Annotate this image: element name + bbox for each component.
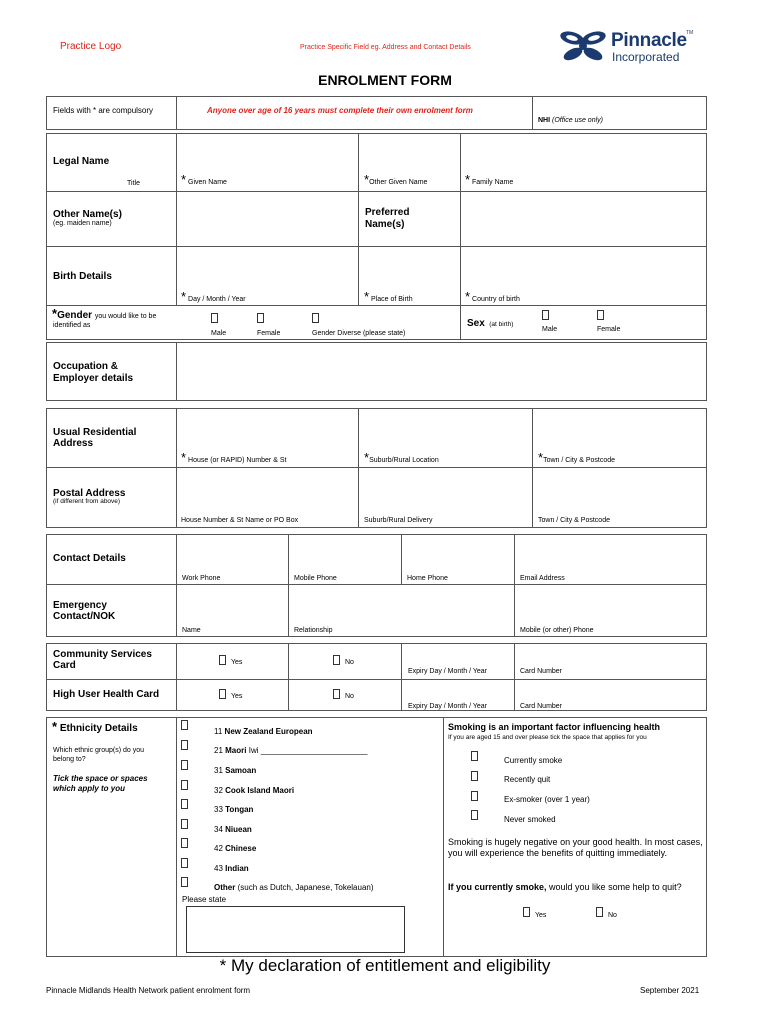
postal-town-input[interactable] bbox=[533, 468, 706, 515]
home-phone-label: Home Phone bbox=[407, 575, 448, 582]
huhc-expiry-input[interactable] bbox=[402, 680, 513, 702]
divider bbox=[46, 305, 707, 306]
brand-subtitle: Incorporated bbox=[612, 50, 680, 64]
emergency-name-input[interactable] bbox=[177, 585, 287, 625]
divider bbox=[176, 96, 177, 130]
form-title: ENROLMENT FORM bbox=[318, 72, 452, 88]
sex-male-label: Male bbox=[542, 326, 558, 333]
csc-card-number-input[interactable] bbox=[515, 644, 706, 666]
contact-details-label: Contact Details bbox=[53, 553, 126, 564]
ethnicity-code: 32 bbox=[214, 786, 223, 795]
csc-card-number-label: Card Number bbox=[520, 668, 563, 675]
ethnicity-code: 31 bbox=[214, 766, 223, 775]
huhc-yes-checkbox[interactable] bbox=[219, 689, 226, 699]
huhc-expiry-label: Expiry Day / Month / Year bbox=[408, 703, 487, 710]
other-names-note: (eg. maiden name) bbox=[53, 220, 112, 227]
emergency-name-label: Name bbox=[182, 627, 201, 634]
emergency-mobile-input[interactable] bbox=[515, 585, 706, 625]
gender-note-1: you would like to be bbox=[94, 313, 157, 320]
ethnicity-other-label: Other bbox=[214, 883, 236, 892]
csc-yes-label: Yes bbox=[231, 659, 243, 666]
csc-expiry-label: Expiry Day / Month / Year bbox=[408, 668, 487, 675]
emergency-relationship-input[interactable] bbox=[289, 585, 513, 625]
pinnacle-logo bbox=[558, 28, 708, 66]
ethnicity-checkbox[interactable] bbox=[181, 780, 188, 790]
footer-date: September 2021 bbox=[640, 986, 700, 995]
iwi-field[interactable]: Iwi ________________________ bbox=[248, 746, 368, 755]
ethnicity-question-1: Which ethnic group(s) do you bbox=[53, 747, 145, 754]
emergency-label-1: Emergency bbox=[53, 600, 107, 611]
smoking-help-yes-checkbox[interactable] bbox=[523, 907, 530, 917]
csc-label-2: Card bbox=[53, 660, 76, 671]
csc-no-checkbox[interactable] bbox=[333, 655, 340, 665]
smoking-option-recent: Recently quit bbox=[504, 775, 551, 784]
ethnicity-checkbox[interactable] bbox=[181, 799, 188, 809]
smoking-help-no-label: No bbox=[608, 912, 617, 919]
required-star: * bbox=[364, 289, 370, 304]
smoking-checkbox-current[interactable] bbox=[471, 751, 478, 761]
ethnicity-instruction-2: which apply to you bbox=[53, 784, 126, 793]
emergency-relationship-label: Relationship bbox=[294, 627, 333, 634]
residential-label-2: Address bbox=[53, 438, 94, 449]
dob-label: Day / Month / Year bbox=[188, 296, 246, 303]
emergency-mobile-label: Mobile (or other) Phone bbox=[520, 627, 594, 634]
emergency-label-2: Contact/NOK bbox=[53, 611, 116, 622]
other-given-name-input[interactable] bbox=[359, 134, 459, 174]
other-names-input[interactable] bbox=[177, 192, 357, 245]
csc-yes-checkbox[interactable] bbox=[219, 655, 226, 665]
legal-name-label: Legal Name bbox=[53, 156, 110, 167]
postal-address-label: Postal Address bbox=[53, 488, 126, 499]
ethnicity-checkbox[interactable] bbox=[181, 819, 188, 829]
divider bbox=[443, 717, 444, 957]
smoking-warning: Smoking is hugely negative on your good health. In most cases, you will experience the benefits of quitting immediately. bbox=[448, 837, 703, 858]
declaration-heading: My declaration of entitlement and eligibility bbox=[230, 956, 551, 975]
ethnicity-name: Niuean bbox=[225, 825, 252, 834]
ethnicity-other-note: (such as Dutch, Japanese, Tokelauan) bbox=[237, 883, 374, 892]
required-star: * bbox=[52, 306, 58, 321]
huhc-no-checkbox[interactable] bbox=[333, 689, 340, 699]
sex-note: (at birth) bbox=[489, 321, 514, 328]
nhi-note: (Office use only) bbox=[552, 117, 603, 124]
work-phone-label: Work Phone bbox=[182, 575, 221, 582]
gender-male-checkbox[interactable] bbox=[211, 313, 218, 323]
gender-female-checkbox[interactable] bbox=[257, 313, 264, 323]
home-phone-input[interactable] bbox=[402, 535, 513, 573]
postal-suburb-input[interactable] bbox=[359, 468, 531, 515]
nhi-input[interactable] bbox=[533, 97, 706, 115]
email-input[interactable] bbox=[515, 535, 706, 573]
smoking-checkbox-ex[interactable] bbox=[471, 791, 478, 801]
sex-label: Sex bbox=[467, 318, 485, 329]
ethnicity-name: New Zealand European bbox=[224, 727, 313, 736]
csc-label-1: Community Services bbox=[53, 649, 152, 660]
smoking-help-question: would you like some help to quit? bbox=[546, 882, 682, 892]
gender-diverse-label: Gender Diverse (please state) bbox=[312, 330, 406, 337]
gender-note-2: identified as bbox=[53, 322, 91, 329]
family-name-input[interactable] bbox=[461, 134, 706, 174]
brand-trademark: TM bbox=[686, 30, 694, 36]
ethnicity-checkbox[interactable] bbox=[181, 740, 188, 750]
ethnicity-code: 11 bbox=[214, 727, 223, 736]
residential-suburb-label: Suburb/Rural Location bbox=[369, 457, 439, 464]
huhc-yes-label: Yes bbox=[231, 693, 243, 700]
mobile-phone-label: Mobile Phone bbox=[294, 575, 337, 582]
ethnicity-checkbox[interactable] bbox=[181, 858, 188, 868]
smoking-option-current: Currently smoke bbox=[504, 756, 563, 765]
smoking-help-no-checkbox[interactable] bbox=[596, 907, 603, 917]
csc-expiry-input[interactable] bbox=[402, 644, 513, 666]
residential-house-label: House (or RAPID) Number & St bbox=[188, 457, 287, 464]
required-star: * bbox=[364, 172, 370, 187]
gender-male-label: Male bbox=[211, 330, 227, 337]
required-star: * bbox=[465, 172, 471, 187]
ethnicity-label: Ethnicity Details bbox=[59, 723, 138, 734]
place-of-birth-input[interactable] bbox=[359, 247, 459, 291]
compulsory-note: Fields with * are compulsory bbox=[53, 106, 154, 115]
ethnicity-code: 43 bbox=[214, 864, 223, 873]
smoking-help-question-bold: If you currently smoke, bbox=[448, 882, 547, 892]
preferred-names-label-2: Name(s) bbox=[365, 219, 405, 230]
required-star: * bbox=[219, 956, 227, 975]
ethnicity-name: Indian bbox=[225, 864, 249, 873]
mobile-phone-input[interactable] bbox=[289, 535, 400, 573]
smoking-checkbox-recent[interactable] bbox=[471, 771, 478, 781]
brand-name: Pinnacle bbox=[611, 30, 687, 51]
smoking-help-yes-label: Yes bbox=[535, 912, 547, 919]
ethnicity-checkbox[interactable] bbox=[181, 760, 188, 770]
huhc-no-label: No bbox=[345, 693, 354, 700]
occupation-label-2: Employer details bbox=[53, 373, 134, 384]
sex-female-label: Female bbox=[597, 326, 621, 333]
preferred-names-label-1: Preferred bbox=[365, 207, 410, 218]
ethnicity-name: Cook Island Maori bbox=[225, 786, 295, 795]
practice-fields-placeholder: Practice Specific Field eg. Address and Contact Details bbox=[300, 44, 471, 51]
ethnicity-code: 33 bbox=[214, 805, 223, 814]
please-state-input[interactable] bbox=[186, 906, 405, 953]
required-star: * bbox=[465, 289, 471, 304]
postal-town-label: Town / City & Postcode bbox=[538, 517, 610, 524]
birth-details-label: Birth Details bbox=[53, 271, 112, 282]
work-phone-input[interactable] bbox=[177, 535, 287, 573]
country-of-birth-input[interactable] bbox=[461, 247, 706, 291]
ethnicity-name: Tongan bbox=[225, 805, 254, 814]
ethnicity-code: 34 bbox=[214, 825, 223, 834]
residential-label-1: Usual Residential bbox=[53, 427, 137, 438]
dob-input[interactable] bbox=[177, 247, 357, 291]
divider bbox=[176, 643, 177, 711]
smoking-checkbox-never[interactable] bbox=[471, 810, 478, 820]
ethnicity-checkbox[interactable] bbox=[181, 838, 188, 848]
ethnicity-checkbox[interactable] bbox=[181, 720, 188, 730]
other-given-name-label: Other Given Name bbox=[369, 179, 428, 186]
sex-male-checkbox[interactable] bbox=[542, 310, 549, 320]
divider bbox=[176, 717, 177, 957]
ethnicity-code: 42 bbox=[214, 844, 223, 853]
email-address-label: Email Address bbox=[520, 575, 565, 582]
required-star: * bbox=[181, 450, 187, 465]
smoking-instruction: If you are aged 15 and over please tick the space that applies for you bbox=[448, 734, 647, 741]
given-name-input[interactable] bbox=[177, 134, 357, 174]
residential-house-input[interactable] bbox=[177, 409, 357, 451]
required-star: * bbox=[181, 172, 187, 187]
ethnicity-code: 21 bbox=[214, 746, 223, 755]
pinnacle-flower-icon bbox=[558, 29, 610, 65]
required-star: * bbox=[538, 450, 544, 465]
huhc-card-number-label: Card Number bbox=[520, 703, 563, 710]
gender-female-label: Female bbox=[257, 330, 281, 337]
occupation-label-1: Occupation & bbox=[53, 361, 119, 372]
ethnicity-name: Chinese bbox=[225, 844, 257, 853]
ethnicity-name: Samoan bbox=[225, 766, 257, 775]
preferred-names-input[interactable] bbox=[461, 192, 706, 245]
other-names-label: Other Name(s) bbox=[53, 209, 122, 220]
gender-diverse-checkbox[interactable] bbox=[312, 313, 319, 323]
country-of-birth-label: Country of birth bbox=[472, 296, 520, 303]
family-name-label: Family Name bbox=[472, 179, 514, 186]
nhi-label: NHI bbox=[538, 117, 551, 124]
csc-no-label: No bbox=[345, 659, 354, 666]
given-name-label: Given Name bbox=[188, 179, 227, 186]
residential-town-input[interactable] bbox=[533, 409, 706, 451]
residential-town-label: Town / City & Postcode bbox=[543, 457, 616, 464]
ethnicity-instruction-1: Tick the space or spaces bbox=[53, 774, 148, 783]
practice-logo-placeholder: Practice Logo bbox=[60, 41, 122, 52]
ethnicity-other-checkbox[interactable] bbox=[181, 877, 188, 887]
please-state-label: Please state bbox=[182, 895, 227, 904]
place-of-birth-label: Place of Birth bbox=[371, 296, 413, 303]
huhc-label: High User Health Card bbox=[53, 689, 160, 700]
gender-label: Gender bbox=[57, 310, 93, 321]
required-star: * bbox=[181, 289, 187, 304]
huhc-card-number-input[interactable] bbox=[515, 680, 706, 702]
age-notice: Anyone over age of 16 years must complete their own enrolment form bbox=[207, 106, 473, 115]
smoking-option-ex: Ex-smoker (over 1 year) bbox=[504, 795, 590, 804]
postal-house-label: House Number & St Name or PO Box bbox=[181, 517, 299, 524]
smoking-title: Smoking is an important factor influencing health bbox=[448, 722, 661, 732]
footer-form-name: Pinnacle Midlands Health Network patient enrolment form bbox=[46, 986, 251, 995]
required-star: * bbox=[52, 719, 58, 734]
ethnicity-name: Maori bbox=[225, 746, 247, 755]
postal-house-input[interactable] bbox=[177, 468, 357, 515]
postal-address-note: (if different from above) bbox=[53, 498, 121, 505]
divider bbox=[288, 643, 289, 711]
title-field-label: Title bbox=[127, 180, 140, 187]
required-star: * bbox=[364, 450, 370, 465]
ethnicity-question-2: belong to? bbox=[53, 756, 86, 763]
occupation-input[interactable] bbox=[177, 343, 706, 400]
sex-female-checkbox[interactable] bbox=[597, 310, 604, 320]
postal-suburb-label: Suburb/Rural Delivery bbox=[364, 517, 433, 524]
smoking-option-never: Never smoked bbox=[504, 815, 556, 824]
residential-suburb-input[interactable] bbox=[359, 409, 531, 451]
